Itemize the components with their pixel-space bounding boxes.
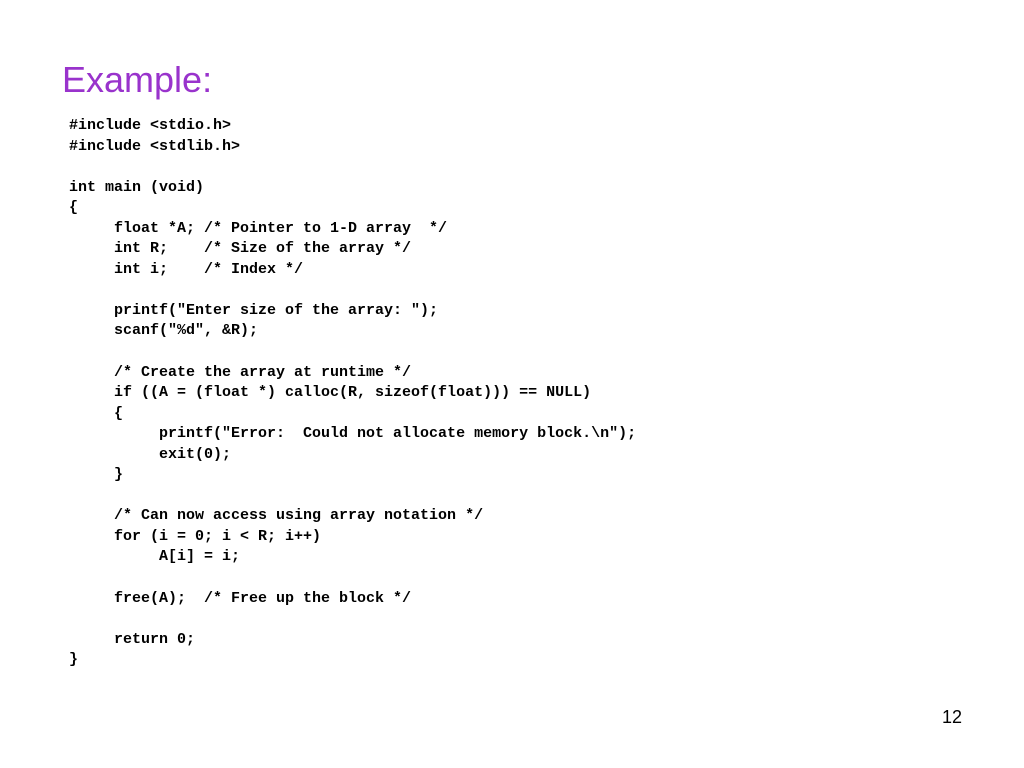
slide-number: 12: [941, 707, 962, 727]
code-line: printf("Enter size of the array: ");: [69, 301, 439, 319]
code-line: if ((A = (float *) calloc(R, sizeof(float))) == NULL): [69, 384, 592, 402]
code-line: {: [69, 199, 79, 217]
code-line: exit(0);: [69, 445, 232, 463]
code-line: [69, 157, 636, 178]
code-line: }: [69, 651, 79, 669]
code-line: [69, 280, 636, 301]
code-line: return 0;: [69, 630, 196, 648]
code-line: A[i] = i;: [69, 548, 241, 566]
code-line: [69, 486, 636, 507]
code-line: int i; /* Index */: [69, 260, 304, 278]
code-line: int R; /* Size of the array */: [69, 240, 412, 258]
code-line: float *A; /* Pointer to 1-D array */: [69, 219, 448, 237]
code-line: scanf("%d", &R);: [69, 322, 259, 340]
code-line: /* Create the array at runtime */: [69, 363, 412, 381]
code-line: int main (void): [69, 178, 205, 196]
code-line: free(A); /* Free up the block */: [69, 589, 412, 607]
code-line: /* Can now access using array notation */: [69, 507, 484, 525]
code-line: #include <stdio.h>: [69, 117, 232, 134]
code-line: for (i = 0; i < R; i++): [69, 527, 322, 545]
code-line: }: [69, 466, 124, 484]
code-line: printf("Error: Could not allocate memory block.\n");: [69, 425, 637, 443]
code-line: #include <stdlib.h>: [69, 137, 241, 155]
slide-title: Example:: [62, 59, 213, 100]
code-line: [69, 342, 636, 363]
code-line: [69, 568, 636, 589]
code-line: {: [69, 404, 124, 422]
code-block: [69, 116, 636, 671]
code-line: [69, 609, 636, 630]
